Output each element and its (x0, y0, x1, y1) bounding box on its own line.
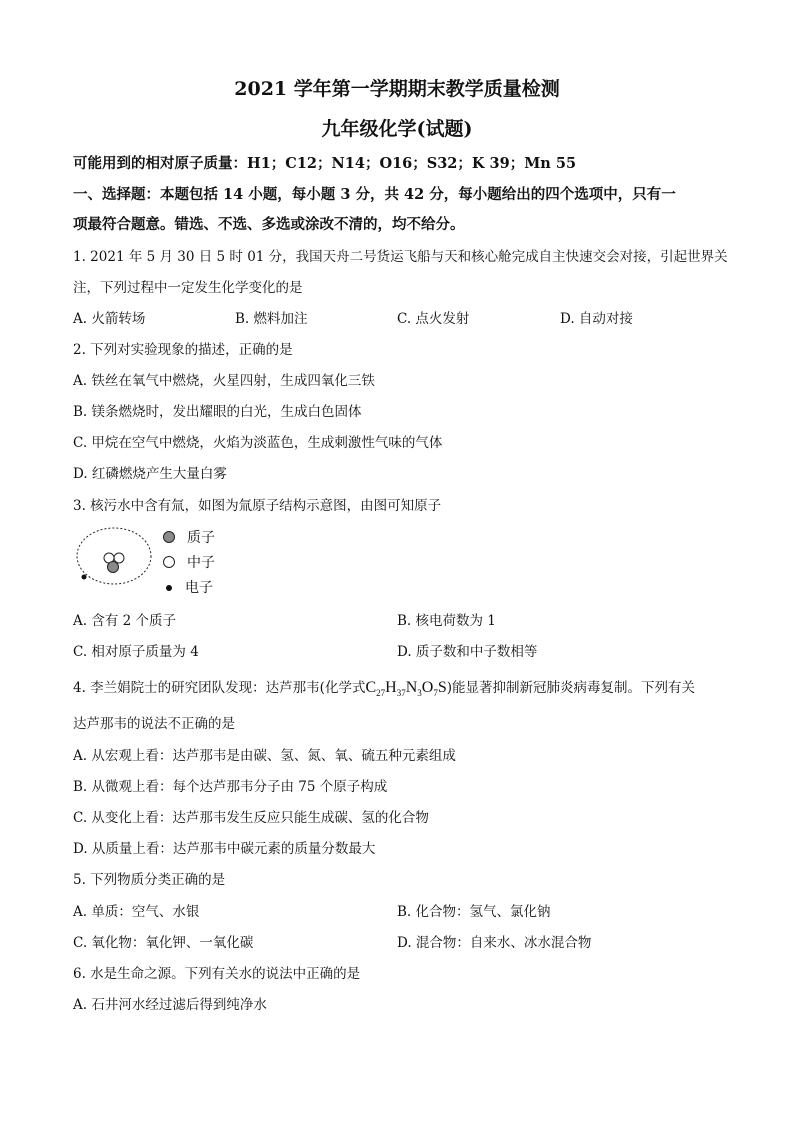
section-instruction-2: 项最符合题意。错选、不选、多选或涂改不清的，均不给分。 (73, 216, 465, 233)
proton (108, 562, 119, 573)
neutron-legend-icon (163, 556, 175, 568)
atomic-mass-line: 可能用到的相对原子质量：H1；C12；N14；O16；S32；K 39；Mn 55 (73, 155, 577, 172)
q3-stem: 3. 核污水中含有氚，如图为氚原子结构示意图，由图可知原子 (73, 498, 442, 514)
q4-stem-line2: 达芦那韦的说法不正确的是 (73, 716, 235, 732)
q1-option-b: B. 燃料加注 (235, 311, 308, 327)
proton-legend-icon (163, 531, 175, 543)
q5-stem: 5. 下列物质分类正确的是 (73, 872, 226, 888)
q2-option-b: B. 镁条燃烧时，发出耀眼的白光，生成白色固体 (73, 404, 362, 420)
q4-stem-line1 (73, 676, 695, 698)
q3-option-b: B. 核电荷数为 1 (397, 613, 496, 629)
q2-stem: 2. 下列对实验现象的描述，正确的是 (73, 342, 293, 358)
legend-neutron (163, 552, 215, 572)
neutron-2 (114, 553, 124, 563)
q4-option-a: A. 从宏观上看：达芦那韦是由碳、氢、氮、氧、硫五种元素组成 (73, 748, 456, 764)
legend-proton (163, 527, 215, 547)
legend-proton-label: 质子 (187, 530, 215, 546)
darunavir-formula: $C_{27}H_{37}N_3O_7S$ (365, 679, 447, 699)
q5-option-a: A. 单质：空气、水银 (73, 904, 200, 920)
q1-option-d: D. 自动对接 (560, 311, 633, 327)
q6-option-a: A. 石井河水经过滤后得到纯净水 (73, 997, 267, 1013)
exam-subtitle: 九年级化学(试题) (321, 118, 473, 140)
q1-option-a: A. 火箭转场 (73, 311, 146, 327)
q6-stem: 6. 水是生命之源。下列有关水的说法中正确的是 (73, 966, 361, 982)
exam-title: 2021 学年第一学期期末教学质量检测 (234, 78, 560, 100)
q3-option-a: A. 含有 2 个质子 (73, 613, 177, 629)
legend-electron-label: 电子 (185, 580, 213, 596)
q5-option-c: C. 氧化物：氧化钾、一氧化碳 (73, 935, 254, 951)
q1-option-c: C. 点火发射 (397, 311, 470, 327)
legend-electron (163, 577, 213, 597)
tritium-atom-diagram (70, 520, 160, 590)
q2-option-a: A. 铁丝在氧气中燃烧，火星四射，生成四氧化三铁 (73, 373, 375, 389)
q4-stem-suffix: )能显著抑制新冠肺炎病毒复制。下列有关 (446, 680, 695, 696)
q4-option-c: C. 从变化上看：达芦那韦发生反应只能生成碳、氢的化合物 (73, 810, 429, 826)
q3-option-c: C. 相对原子质量为 4 (73, 644, 199, 660)
legend-neutron-label: 中子 (187, 555, 215, 571)
q4-option-b: B. 从微观上看：每个达芦那韦分子由 75 个原子构成 (73, 779, 388, 795)
q5-option-d: D. 混合物：自来水、冰水混合物 (397, 935, 592, 951)
section-instruction-1: 一、选择题：本题包括 14 小题，每小题 3 分，共 42 分，每小题给出的四个选项中，只有一 (73, 186, 676, 203)
q3-option-d: D. 质子数和中子数相等 (397, 644, 538, 660)
q4-stem-prefix: 4. 李兰娟院士的研究团队发现：达芦那韦(化学式 (73, 680, 366, 696)
q2-option-c: C. 甲烷在空气中燃烧，火焰为淡蓝色，生成刺激性气味的气体 (73, 435, 443, 451)
electron-legend-icon (163, 582, 173, 592)
q5-option-b: B. 化合物：氢气、氯化钠 (397, 904, 551, 920)
q2-option-d: D. 红磷燃烧产生大量白雾 (73, 466, 227, 482)
q1-stem-line2: 注，下列过程中一定发生化学变化的是 (73, 280, 303, 296)
q1-stem-line1: 1. 2021 年 5 月 30 日 5 时 01 分，我国天舟二号货运飞船与天和核心舱完成自主快速交会对接，引起世界关 (73, 249, 728, 265)
electron (82, 575, 87, 580)
q4-option-d: D. 从质量上看：达芦那韦中碳元素的质量分数最大 (73, 841, 376, 857)
